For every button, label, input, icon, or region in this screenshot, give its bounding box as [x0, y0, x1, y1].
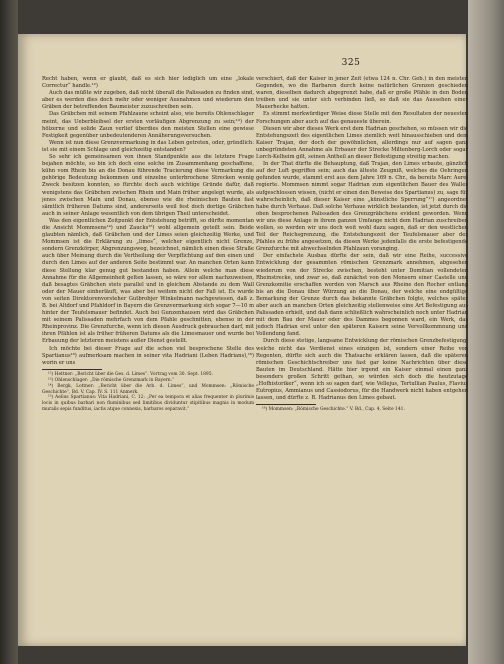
paragraph: Auch das müßte wir zugeben, daß nicht überall die Palissaden zu finden sind, aber es werden dies doch mehr oder weniger Ausnahmen und wiederum den Gräben der betreffenden Baumeister zuzuschreiben sein. [42, 90, 254, 111]
left-column [42, 76, 254, 636]
right-column-body [256, 76, 468, 402]
book-page-edges [468, 0, 504, 664]
paragraph: Diesen wir aber dieses Werk erst dem Hadrian geschehen, so müssen wir die Entstehungszeit des eigentlichen Limes ziemlich weit hinausschieben und dem Kaiser Trajan, der doch der gewöhnlichen, allerdings nur auf sagen ganz unbegründeten Annahme als Erbauer der Strecke Miltenberg-Lorch oder sogar Lorch-Kelheim gilt, seinen Antheil an dieser Befestigung streitig machen. [256, 125, 468, 161]
paragraph: Recht haben, wenn er glaubt, daß es sich hier lediglich um eine „lokale Correctur“ handle.¹²) [42, 76, 254, 90]
book-spine-edge [0, 0, 18, 664]
paragraph: Das Gräbchen mit seinem Pfahlzaune scheint also, wie bereits Ohlenschlager meint, das Ueberbleibsel der ersten vorläufigen Abgrenzung zu sein;¹³) der hölzerne und solide Zaun verlief überdies den meisten Stellen eine gewisse Festigkeit gegenüber unbedeutenderen Annäherungsversuchen. [42, 111, 254, 139]
paragraph: Wenn ist nun diese Grenzvermarkung in das Leben getreten, oder, gründlich: ist sie mit einem Schlage und gleichzeitig entstanden? [42, 139, 254, 153]
page-number: 325 [341, 58, 361, 68]
paragraph: Der einfachste Ausbau dürfte der sein, daß wir eine Reihe, successive Entwicklung der gesammten römischen Grenzmark annehmen, abgesehen wiederum von der Strecke zwischen, besteht unter Domitian vollendeten Rheinstrecke, und zwar so, daß zunächst von den Monsern einer Castelle und Grenzkomitie erschaffen werden von Marsch aus Rheine den Rocher entlang bis an die Donau über Würzung an die Donau, der welche eine endgültige Bemarkung der Grenze durch das bekannte Gräbchen folgte, welches später aber auch an manchen Orten gleichzeitig stellenweise eine Art Befestigung aus Palissaden erhielt, und daß dann schließlich wahrscheinlich noch unter Hadrian mit dem Bau der Mauer oder des Dammes begonnen ward, ein Werk, das jedoch Hadrian erst unter den späteren Kaisern seine Vervollkommnung und Vollendung fand. [256, 253, 468, 338]
left-column-footnotes [42, 372, 254, 413]
footnote: ¹⁴) Bergk, Lottner: „Bericht über die Arb. d. Limes“, und Mommsen: „Römische Geschichte“, Bd. V. Cap. IV. S. 111 Anmerk. [42, 383, 254, 395]
right-column [256, 76, 468, 636]
footnote: ¹⁶) Mommsen: „Römische Geschichte.“ V. Bd., Cap. 4, Seite 141. [262, 407, 405, 413]
book-page [18, 34, 466, 646]
footnote: ¹⁵) Aelius Spartianus: Vita Hadriani, C. 12: „Per ea tempora et alias frequenter in plurimis locis in quibus barbari non fluminibus sed limitibus dividuntur stipitibus magnis in modum muralis sepis funditus, iactis atque connexis, barbaros separavit.“ [42, 395, 254, 413]
paragraph: verschiert, daß der Kaiser in jener Zeit (etwa 124 n. Chr. Geb.) in den meisten Gegenden, wo die Barbaren durch keine natürlichen Grenzen geschieden waren, dieselben dadurch abgegrenzt habe, daß er große Pfähle in den Boden treiben und sie unter sich verbinden ließ, so daß sie das Aussehen einer Mauerhecke hatten. [256, 76, 468, 111]
paragraph: So sehr ich gemeinsamen von ihnen Standpunkte aus die letztere Frage bejahen möchte, so bin ich doch eine solche im Zusammenhang geschaffene, kühn vom Rhein bis an die Donau führende Tracierung diese Vermarkung die gehörige Bedeutung bekommen und einzelne unterbrochene Strecken wenig Zweck besitzen konnten, so fürchte doch auch wichtige Gründe dafür, daß wenigstens das Gräbchen zwischen Rhein und Main früher angelegt wurde, als jenes zwischen Main und Donau, ebenso wie die rheinischen Bauten fast sämtlich früheren Datums sind, andererseits weil fest doch dortige Gräbchen auch in seiner Anlage wesentlich von dem übrigen Theil unterscheidet. [42, 154, 254, 217]
footnote: ¹³) Ohlenschlager: „Die römische Grenzmark in Bayern.“ [48, 377, 175, 383]
footnote-separator [256, 404, 316, 405]
paragraph: Ich möchte bei dieser Frage auf die schon viel besprochene Stelle des Spartianus¹⁶) aufmerksam machen in seiner vita Hadriani (Leben Hadrians),¹⁶) worin er uns [42, 345, 254, 366]
paragraph: Durch diese stetige, langsame Entwicklung der römischen Grenzbefestigung, welche nicht das Verdienst eines einzigen ist, sondern einer Reihe von Regenten, dürfte sich auch die Thatsache erklären lassen, daß die späteren römischen Geschichtschreiber uns fast gar keine Nachrichten über diese Bauten im Deutschland. Hätte hier irgend ein Kaiser einmal einen ganz besonders großen Schritt gethan, so würden sich doch die heutzutage „Hofhistoriker“, wenn ich so sagen darf, wie Vellejus, Tertullian Paulus, Flavius Eutropius, Ammianus und Cassiodorus, für die Handwerk nicht haben entgehen lassen, und dürfte z. B. Hadrianus den Limes gebaut. [256, 338, 468, 402]
paragraph: Es stimmt merkwürdiger Weise diese Stelle mit den Resultaten der neuesten Forschungen aber auch auf das genaueste überein. [256, 111, 468, 125]
footnote: ¹²) Hettner: „Bericht über die Ges. d. Limes“. Vortrag vom 30. Sept. 1895. [48, 371, 213, 377]
right-column-footnotes [256, 407, 468, 413]
left-column-body [42, 76, 254, 367]
footnote-separator [42, 369, 102, 370]
paragraph: In der That dürfte die Behauptung, daß Trajan, den Limes erbaute, gänzlich auf der Luft gegriffen sein; auch das älteste Zeugniß, welches die Oehringen gefunden wurde, stammt erst aus dem Jahre 169 n. Chr., da bereits Marc Aurel regierte. Mommsen nimmt sogar Hadrian zum eigentlichen Bauer des Walles aufgeschlossen wissen, (nicht er einen den Beweise des Spartianus) zu, sage für wahrscheinlich, daß dieser Kaiser eine „künstliche Sperrung“¹⁷) angeordnet habe durch Verhaue. Daß solche Verhaue wirklich bestanden, ist jetzt durch die oben besprochenen Palissaden des Grenzgräbchens evident geworden. Wenn wir uns diese Anlage in ihrem ganzen Umfange nicht dem Hadrian zuschreiben wollen, so werden wir uns doch weit wohl dazu sagen, daß er den westlichen Teil der Reichsgrenzung, die Entstehungszeit der Teufelsmauer aber des Pfahles zu frühe angesetzen, da diesen Werke jedenfalls die erste befestigende Grenzfurche mit abwechselnden Pfahlzaun voranging. [256, 161, 468, 253]
paragraph: Was den eigentlichen Zeitpunkt der Entstehung betrifft, so dürfte momentan die Ansicht Mommsens¹⁴) und Zaucks¹⁵) wohl allgemein geteilt sein. Beide glaubten nämlich, daß Gräbchen und der Limes seien gleichzeitig Werke, und Mommsen ist die Erklärung zu „limes“, welcher eigentlich nicht Grenze, sondern Grenzkörper, Abgrenzungsweg, bezeichnet, nämlich einen diese Straße auch über Meinung durch die Vertheilung der Verpflichtung auf den einen und durch den Limes auf der anderen Seite bestimmt war. An manchen Orten kann diese Stellung klar genug gut bestanden haben. Allein welche man diese Annahme für die Allgemeinheit gelten lassen, so wäre vor allem nachzuweisen, daß besagtes Gräbchen stets parallel und in gleichem Abstande zu dem Wall oder der Mauer einherläuft, was aber bei weitem nicht der Fall ist. Es wurde von seiten Direktorenvorsteher Gutbrobjer Winkelmann nachgewiesen, daß z. B. bei Altdorf und Pfahldorf in Bayern die Grenzvermarkung sich sogar 7—10 m hinter der Teufelsmauer befindet. Auch bei Gunzenhausen wird das Gräbchen mit seinem Palissaden mehrfach von dem Pfahle geschnitten, ebenso in der Rheinprovinz. Die Grenzfurche, wenn ich diesen Ausdruck gebrauchen darf, mit ihren Pfählen ist als früher früheren Datums als die Limesmauer und wurde bei Erbauung der letzteren meistens außer Dienst gestellt. [42, 217, 254, 345]
